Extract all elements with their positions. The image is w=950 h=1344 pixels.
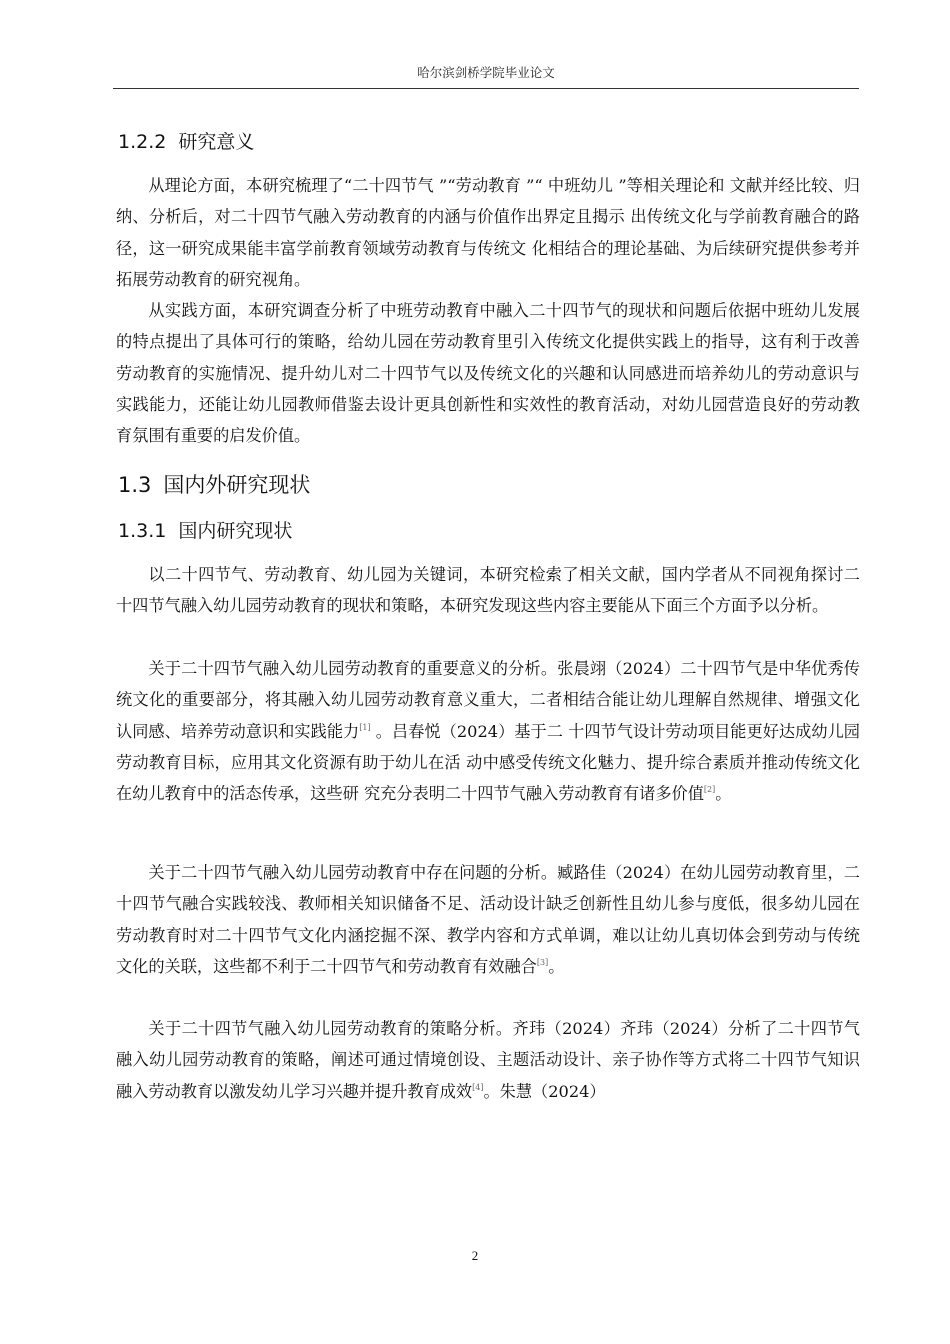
section-title: 国内研究现状: [178, 520, 293, 542]
paragraph-strategies: [116, 1013, 860, 1107]
paragraph-theory: 从理论方面，本研究梳理了“二十四节气 ”“劳动教育 ”“ 中班幼儿 ”等相关理论和 文献并经比较、归纳、分析后，对二十四节气融入劳动教育的内涵与价值作出界定且揭示 出传统文化与学前教育融合的路径，这一研究成果能丰富学前教育领域劳动教育与传统文 化相结合的理论基础、为后续研究提供参考并拓展劳动教育的研究视角。: [116, 176, 860, 289]
paragraph-text: 关于二十四节气融入幼儿园劳动教育的策略分析。齐玮（2024）齐玮（2024）分析了二十四节气融入幼儿园劳动教育的策略，阐述可通过情境创设、主题活动设计、亲子协作等方式将二十四节气知识融入劳动教育以激发幼儿学习兴趣并提升教育成效: [116, 1019, 860, 1101]
paragraph-problems: [116, 857, 860, 982]
paragraph-significance: [116, 653, 860, 809]
section-number: 1.3: [118, 473, 152, 497]
section-title: 研究意义: [178, 131, 255, 153]
page-number: 2: [471, 1248, 479, 1263]
paragraph-text: 。吕春悦（2024）基于二 十四节气设计劳动项目能更好达成幼儿园劳动教育目标，应用其文化资源有助于幼儿在活 动中感受传统文化魅力、提升综合素质并推动传统文化在幼儿教育中的活态传承，这些研 究充分表明二十四节气融入劳动教育有诸多价值: [116, 721, 860, 804]
citation-ref-3: [3]: [536, 957, 549, 967]
section-number: 1.2.2: [118, 131, 167, 153]
paragraph-text: 。: [548, 956, 565, 976]
section-title: 国内外研究现状: [163, 473, 311, 497]
paragraph-text: 关于二十四节气融入幼儿园劳动教育的重要意义的分析。张晨翊（2024）二十四节气是中华优秀传统文化的重要部分，将其融入幼儿园劳动教育意义重大，二者相结合能让幼儿理解自然规律、增强文化认同感、培养劳动意识和实践能力: [116, 659, 860, 741]
header-title: 哈尔滨剑桥学院毕业论文: [417, 65, 555, 80]
section-heading-1-3-1: [118, 516, 292, 543]
section-heading-1-3: [118, 469, 310, 499]
section-heading-1-2-2: [118, 127, 254, 154]
paragraph-practice: 从实践方面，本研究调查分析了中班劳动教育中融入二十四节气的现状和问题后依据中班幼儿发展的特点提出了具体可行的策略，给幼儿园在劳动教育里引入传统文化提供实践上的指导，这有利于改善劳动教育的实施情况、提升幼儿对二十四节气以及传统文化的兴趣和认同感进而培养幼儿的劳动意识与实践能力，还能让幼儿园教师借鉴去设计更具创新性和实效性的教育活动，对幼儿园营造良好的劳动教育氛围有重要的启发价值。: [116, 301, 860, 446]
section-number: 1.3.1: [118, 520, 167, 542]
citation-ref-1: [1]: [359, 722, 371, 732]
paragraph-text: 。: [715, 784, 732, 804]
paragraph-text: 关于二十四节气融入幼儿园劳动教育中存在问题的分析。臧路佳（2024）在幼儿园劳动教育里，二十四节气融合实践较浅、教师相关知识储备不足、活动设计缺乏创新性且幼儿参与度低，很多幼儿园在劳动教育时对二十四节气文化内涵挖掘不深、教学内容和方式单调，难以让幼儿真切体会到劳动与传统文化的关联，这些都不利于二十四节气和劳动教育有效融合: [116, 863, 860, 976]
citation-ref-2: [2]: [703, 785, 716, 795]
paragraph-keywords: 以二十四节气、劳动教育、幼儿园为关键词，本研究检索了相关文献，国内学者从不同视角探讨二十四节气融入幼儿园劳动教育的现状和策略，本研究发现这些内容主要能从下面三个方面予以分析。: [116, 565, 860, 616]
citation-ref-4: [4]: [472, 1082, 484, 1092]
paragraph-text: 。朱慧（2024）: [483, 1081, 606, 1101]
running-header: [113, 62, 859, 89]
